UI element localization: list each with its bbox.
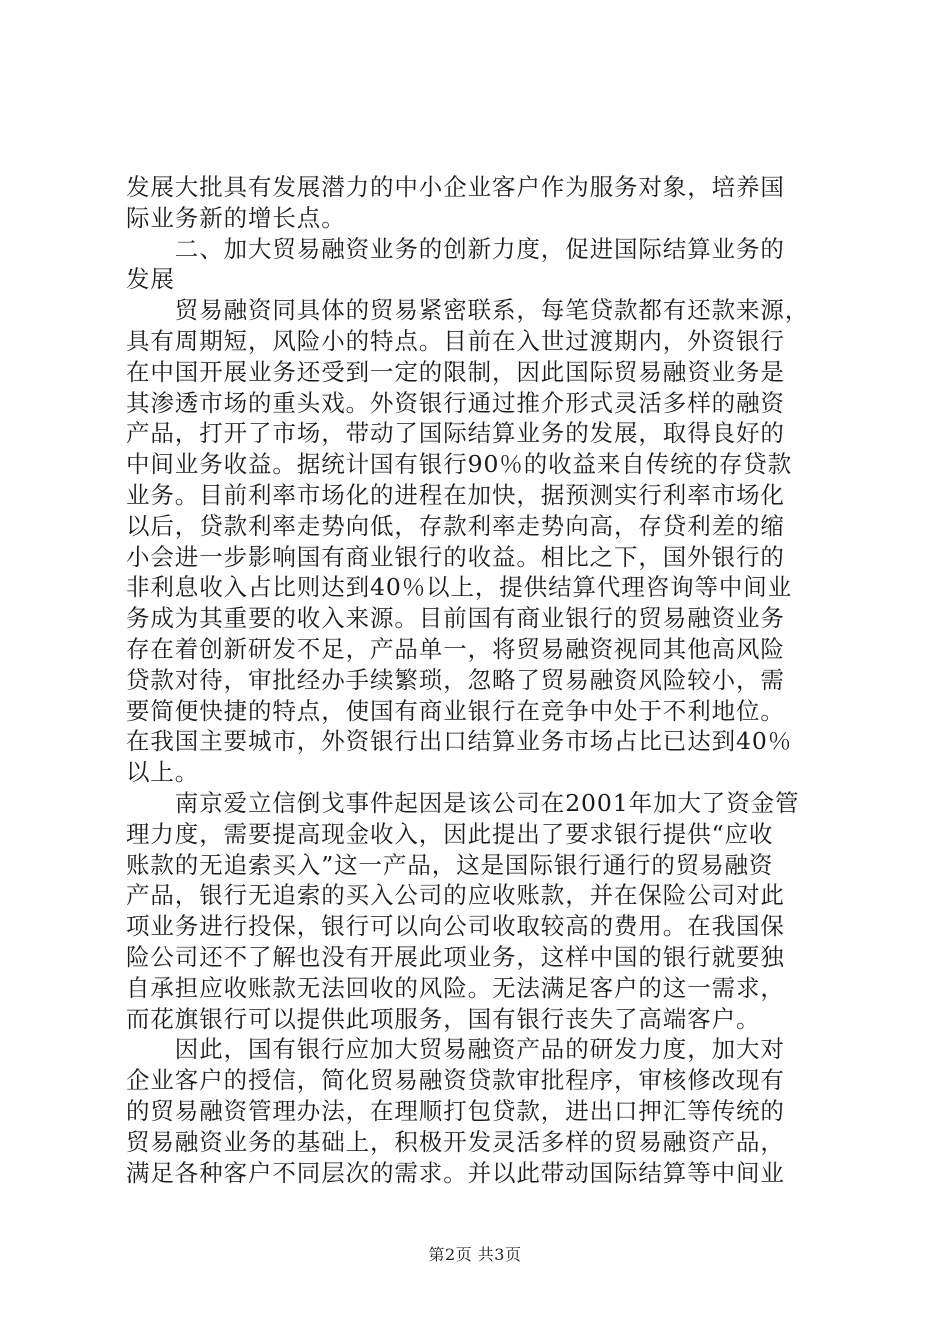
page-number-footer: 第2页 共3页	[428, 1245, 522, 1264]
body-text	[126, 172, 830, 1188]
text-line: 而花旗银行可以提供此项服务，国有银行丧失了高端客户。	[126, 1004, 761, 1033]
text-line: 的贸易融资管理办法，在理顺打包贷款，进出口押汇等传统的	[126, 1096, 785, 1125]
text-line: 项业务进行投保，银行可以向公司收取较高的费用。在我国保	[126, 912, 785, 941]
text-line: 贷款对待，审批经办手续繁琐，忽略了贸易融资风险较小，需	[126, 665, 785, 694]
text-line: 产品，银行无追索的买入公司的应收账款，并在保险公司对此	[126, 881, 785, 910]
text-line: 其渗透市场的重头戏。外资银行通过推介形式灵活多样的融资	[126, 388, 785, 417]
text-line: 中间业务收益。据统计国有银行90％的收益来自传统的存贷款	[126, 450, 793, 479]
text-line: 产品，打开了市场，带动了国际结算业务的发展，取得良好的	[126, 419, 785, 448]
text-line: 具有周期短，风险小的特点。目前在入世过渡期内，外资银行	[126, 326, 785, 355]
text-line: 满足各种客户不同层次的需求。并以此带动国际结算等中间业	[126, 1158, 785, 1187]
text-line: 非利息收入占比则达到40％以上，提供结算代理咨询等中间业	[126, 573, 793, 602]
text-line: 因此，国有银行应加大贸易融资产品的研发力度，加大对	[126, 1035, 785, 1064]
text-line: 以上。	[126, 758, 200, 787]
text-line: 二、加大贸易融资业务的创新力度，促进国际结算业务的	[126, 234, 785, 263]
text-line: 要简便快捷的特点，使国有商业银行在竞争中处于不利地位。	[126, 696, 785, 725]
text-line: 业务。目前利率市场化的进程在加快，据预测实行利率市场化	[126, 480, 785, 509]
text-line: 以后，贷款利率走势向低，存款利率走势向高，存贷利差的缩	[126, 511, 785, 540]
text-line: 在我国主要城市，外资银行出口结算业务市场占比已达到40％	[126, 727, 793, 756]
text-line: 账款的无追索买入”这一产品，这是国际银行通行的贸易融资	[126, 850, 774, 879]
text-line: 险公司还不了解也没有开展此项业务，这样中国的银行就要独	[126, 942, 785, 971]
text-line: 际业务新的增长点。	[126, 203, 346, 232]
text-line: 企业客户的授信，简化贸易融资贷款审批程序，审核修改现有	[126, 1066, 785, 1095]
text-line: 存在着创新研发不足，产品单一，将贸易融资视同其他高风险	[126, 634, 785, 663]
text-line: 务成为其重要的收入来源。目前国有商业银行的贸易融资业务	[126, 604, 785, 633]
text-line: 发展大批具有发展潜力的中小企业客户作为服务对象，培养国	[126, 173, 785, 201]
text-line: 在中国开展业务还受到一定的限制，因此国际贸易融资业务是	[126, 357, 785, 386]
text-line: 贸易融资同具体的贸易紧密联系，每笔贷款都有还款来源，	[126, 296, 810, 325]
text-line: 小会进一步影响国有商业银行的收益。相比之下，国外银行的	[126, 542, 785, 571]
text-line: 南京爱立信倒戈事件起因是该公司在2001年加大了资金管	[126, 788, 800, 817]
text-line: 理力度，需要提高现金收入，因此提出了要求银行提供“应收	[126, 819, 774, 848]
text-line: 发展	[126, 265, 175, 294]
text-line: 自承担应收账款无法回收的风险。无法满足客户的这一需求，	[126, 973, 785, 1002]
text-line: 贸易融资业务的基础上，积极开发灵活多样的贸易融资产品，	[126, 1127, 785, 1156]
